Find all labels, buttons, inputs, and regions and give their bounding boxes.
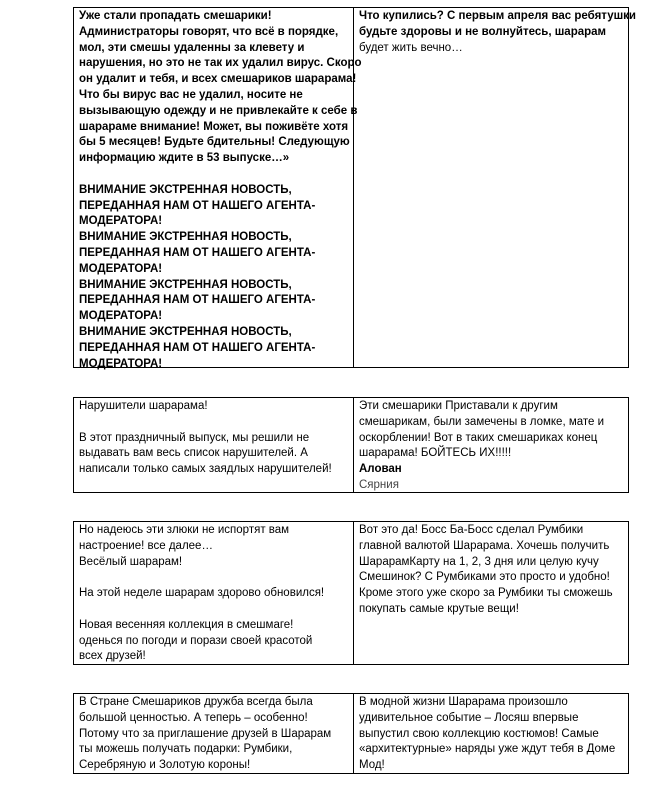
- text-line: МОДЕРАТОРА!: [79, 357, 163, 370]
- cell-fashion: [354, 694, 628, 773]
- text-line: смешарикам, были замечены в ломке, мате и: [359, 415, 605, 428]
- text-line: ПЕРЕДАННАЯ НАМ ОТ НАШЕГО АГЕНТА-: [79, 294, 316, 307]
- news-table-1: [73, 7, 636, 370]
- text-line: нарушения, но это не так их удалил вирус. Скоро: [79, 57, 362, 70]
- text-line: ПЕРЕДАННАЯ НАМ ОТ НАШЕГО АГЕНТА-: [79, 199, 316, 212]
- text-line: Кроме этого уже скоро за Румбики ты сможешь: [359, 587, 613, 600]
- text-line: написали только самых заядлых нарушителей!: [79, 463, 332, 476]
- text-line: мол, эти смешы удаленны за клевету и: [79, 41, 305, 54]
- text-line: Уже стали пропадать смешарики!: [79, 10, 272, 22]
- text-line: Серебряную и Золотую короны!: [79, 759, 251, 772]
- text-line: Мод!: [359, 759, 385, 772]
- text-line: ПЕРЕДАННАЯ НАМ ОТ НАШЕГО АГЕНТА-: [79, 246, 316, 259]
- text-line: Новая весенняя коллекция в смешмаге!: [79, 618, 294, 631]
- violator-name: Алован: [359, 463, 402, 476]
- text-line: шарараме внимание! Может, вы поживёте хотя: [79, 120, 349, 133]
- text-line: МОДЕРАТОРА!: [79, 310, 163, 323]
- text-line: шарарама! БОЙТЕСЬ ИХ!!!!!: [359, 447, 512, 460]
- text-line: ВНИМАНИЕ ЭКСТРЕННАЯ НОВОСТЬ,: [79, 278, 292, 291]
- news-table-2: [73, 397, 629, 493]
- text-line: «архитектурные» наряды уже ждут тебя в Доме: [359, 743, 616, 756]
- text-line: На этой неделе шарарам здорово обновился!: [79, 587, 325, 600]
- text-line: покупать самые крутые вещи!: [359, 602, 519, 615]
- text-line: Потому что за приглашение друзей в Шарарам: [79, 727, 332, 740]
- cell-virus-rumor: [74, 8, 362, 370]
- text-line: ВНИМАНИЕ ЭКСТРЕННАЯ НОВОСТЬ,: [79, 183, 292, 196]
- text-line: он удалит и тебя, и всех смешариков шарарама!: [79, 73, 357, 86]
- text-line: главной валютой Шарарама. Хочешь получить: [359, 539, 610, 552]
- text-line: всех друзей!: [79, 650, 146, 663]
- text-line: будьте здоровы и не волнуйтесь, шарарам: [359, 25, 607, 38]
- text-line: В этот праздничный выпуск, мы решили не: [79, 431, 310, 444]
- text-line: ВНИМАНИЕ ЭКСТРЕННАЯ НОВОСТЬ,: [79, 231, 292, 244]
- text-line: Весёлый шарарам!: [79, 555, 183, 568]
- text-line: настроение! все далее…: [79, 539, 213, 552]
- text-line: большой ценностью. А теперь – особенно!: [79, 711, 308, 724]
- text-line: бы 5 месяцев! Будьте бдительны! Следующую: [79, 136, 350, 149]
- blank-line: [79, 570, 348, 586]
- cell-friendship: [74, 694, 354, 773]
- text-line: В Стране Смешариков дружба всегда была: [79, 696, 313, 708]
- text-line: Что купились? С первым апреля вас ребятушки: [359, 10, 636, 22]
- text-line: Что бы вирус вас не удалил, носите не: [79, 88, 303, 101]
- text-line: Вот это да! Босс Ба-Босс сделал Румбики: [359, 524, 584, 536]
- text-line: ты можешь получать подарки: Румбики,: [79, 743, 293, 756]
- text-line: ВНИМАНИЕ ЭКСТРЕННАЯ НОВОСТЬ,: [79, 325, 292, 338]
- text-line: будет жить вечно…: [359, 41, 463, 54]
- text-line: Нарушители шарарама!: [79, 400, 208, 412]
- text-line: ПЕРЕДАННАЯ НАМ ОТ НАШЕГО АГЕНТА-: [79, 341, 316, 354]
- news-table-3: [73, 521, 629, 665]
- text-line: выпустил свою коллекцию костюмов! Самые: [359, 727, 599, 740]
- blank-line: [79, 415, 348, 431]
- cell-updates: [74, 522, 354, 664]
- blank-line: [79, 167, 348, 183]
- text-line: ШарарамКарту на 1, 2, 3 дня или целую кучу: [359, 555, 599, 568]
- text-line: выдавать вам весь список нарушителей. А: [79, 447, 308, 460]
- text-line: Администраторы говорят, что всё в порядке,: [79, 25, 339, 38]
- text-line: оскорблении! Вот в таких смешариках конец: [359, 431, 598, 444]
- violator-name: Сярния: [359, 478, 399, 491]
- cell-april-fools: [354, 8, 641, 367]
- text-line: Эти смешарики Приставали к другим: [359, 400, 558, 412]
- text-line: Смешинок? С Румбиками это просто и удобно!: [359, 571, 610, 584]
- text-line: удивительное событие – Лосяш впервые: [359, 711, 579, 724]
- text-line: В модной жизни Шарарама произошло: [359, 696, 568, 708]
- text-line: информацию ждите в 53 выпуске…»: [79, 152, 290, 165]
- cell-violator-list: [354, 398, 628, 492]
- text-line: вызывающую одежду и не привлекайте к себе в: [79, 104, 358, 117]
- text-line: оденься по погоди и порази своей красотой: [79, 634, 313, 647]
- news-table-4: [73, 693, 629, 774]
- text-line: МОДЕРАТОРА!: [79, 262, 163, 275]
- cell-violators: [74, 398, 354, 492]
- cell-rumbiki: [354, 522, 628, 664]
- blank-line: [79, 602, 348, 618]
- text-line: Но надеюсь эти злюки не испортят вам: [79, 524, 290, 536]
- text-line: МОДЕРАТОРА!: [79, 215, 163, 228]
